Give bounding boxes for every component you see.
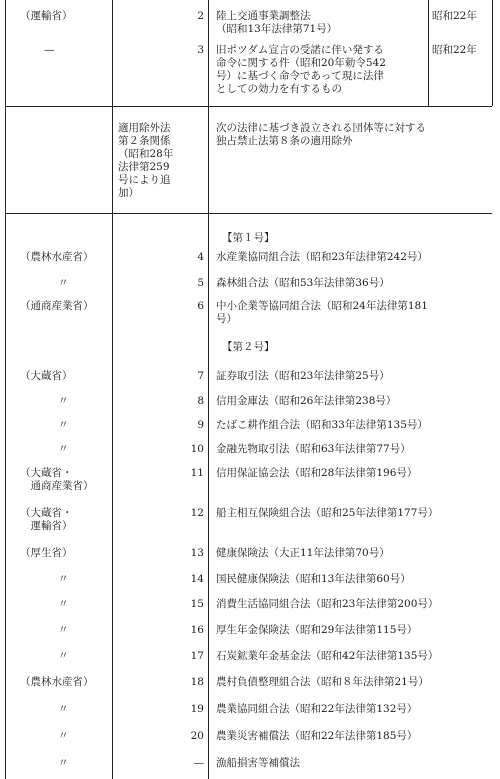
law-title: 船主相互保険組合法（昭和25年法律第177号） — [216, 507, 439, 519]
ministry-cell: 〃 — [58, 624, 69, 636]
law-title: 厚生年金保険法（昭和29年法律第115号） — [216, 624, 418, 636]
law-title: 信用金庫法（昭和26年法律第238号） — [216, 395, 397, 407]
law-title: 農業災害補償法（昭和22年法律第185号） — [216, 730, 418, 742]
ministry-cell: 〃 — [58, 703, 69, 715]
row-number: 7 — [197, 370, 204, 382]
ministry-cell: （大蔵省） — [20, 370, 73, 382]
date-cell: 昭和22年 — [432, 10, 477, 22]
row-rule — [5, 106, 492, 107]
law-title: たばこ耕作組合法（昭和33年法律第135号） — [216, 419, 428, 431]
ministry-cell: 〃 — [58, 757, 69, 769]
ministry-cell: 〃 — [58, 730, 69, 742]
law-title: 証券取引法（昭和23年法律第25号） — [216, 370, 390, 382]
law-title: 旧ポツダム宣言の受諾に伴い発する 命令に関する件（昭和20年勅令542 号）に基づく命令であって現に法律 としての効力を有するもの — [216, 44, 386, 95]
row-number: 13 — [190, 547, 204, 559]
row-number: 3 — [197, 44, 204, 56]
ministry-cell: 〃 — [58, 650, 69, 662]
law-title: 中小企業等協同組合法（昭和24年法律第181 号） — [216, 300, 428, 325]
row-number: 12 — [190, 507, 204, 519]
row-number: 17 — [190, 650, 204, 662]
row-number: 18 — [190, 676, 204, 688]
column-rule — [112, 0, 113, 779]
law-title: 信用保証協会法（昭和28年法律第196号） — [216, 467, 418, 479]
row-number: — — [193, 757, 204, 769]
law-title: 消費生活協同組合法（昭和23年法律第200号） — [216, 598, 439, 610]
ministry-cell: 〃 — [58, 598, 69, 610]
ministry-cell: 〃 — [58, 419, 69, 431]
law-title: 金融先物取引法（昭和63年法律第77号） — [216, 443, 411, 455]
ministry-cell: 〃 — [58, 443, 69, 455]
ministry-cell: 〃 — [58, 395, 69, 407]
ministry-cell: （大蔵省・ 通商産業省） — [20, 467, 94, 492]
ministry-cell: （農林水産省） — [20, 251, 94, 263]
row-number: 14 — [190, 573, 204, 585]
row-number: 20 — [190, 730, 204, 742]
category-description: 次の法律に基づき設立される団体等に対する 独占禁止法第８条の適用除外 — [216, 122, 426, 147]
ministry-cell: — — [44, 44, 55, 56]
section-heading: 【第１号】 — [222, 232, 275, 244]
ministry-cell: 〃 — [58, 573, 69, 585]
ministry-cell: （運輸省） — [20, 10, 73, 22]
category-label: 適用除外法 第２条関係 （昭和28年 法律第259 号により追 加） — [118, 122, 174, 199]
column-rule — [5, 0, 6, 779]
law-title: 陸上交通事業調整法 （昭和13年法律第71号） — [216, 10, 338, 35]
row-number: 2 — [197, 10, 204, 22]
law-title: 農村負債整理組合法（昭和８年法律第21号） — [216, 676, 429, 688]
ministry-cell: 〃 — [58, 277, 69, 289]
law-title: 漁船損害等補償法 — [216, 757, 300, 769]
law-title: 農業協同組合法（昭和22年法律第132号） — [216, 703, 418, 715]
row-number: 16 — [190, 624, 204, 636]
row-number: 19 — [190, 703, 204, 715]
law-title: 石炭鉱業年金基金法（昭和42年法律第135号） — [216, 650, 439, 662]
row-rule — [5, 213, 492, 214]
row-number: 11 — [190, 467, 204, 479]
ministry-cell: （厚生省） — [20, 547, 73, 559]
law-title: 水産業協同組合法（昭和23年法律第242号） — [216, 251, 428, 263]
ministry-cell: （大蔵省・ 運輸省） — [20, 507, 73, 532]
law-title: 国民健康保険法（昭和13年法律第60号） — [216, 573, 411, 585]
column-rule — [492, 0, 493, 106]
law-title: 健康保険法（大正11年法律第70号） — [216, 547, 390, 559]
row-number: 5 — [197, 277, 204, 289]
column-rule — [208, 0, 209, 779]
date-cell: 昭和22年 — [432, 44, 477, 56]
ministry-cell: （農林水産省） — [20, 676, 94, 688]
row-number: 6 — [197, 300, 204, 312]
law-title: 森林組合法（昭和53年法律第36号） — [216, 277, 390, 289]
row-number: 9 — [197, 419, 204, 431]
ministry-cell: （通商産業省） — [20, 300, 94, 312]
section-heading: 【第２号】 — [222, 341, 275, 353]
column-rule — [428, 0, 429, 106]
row-number: 15 — [190, 598, 204, 610]
row-number: 4 — [197, 251, 204, 263]
row-number: 8 — [197, 395, 204, 407]
row-number: 10 — [190, 443, 204, 455]
